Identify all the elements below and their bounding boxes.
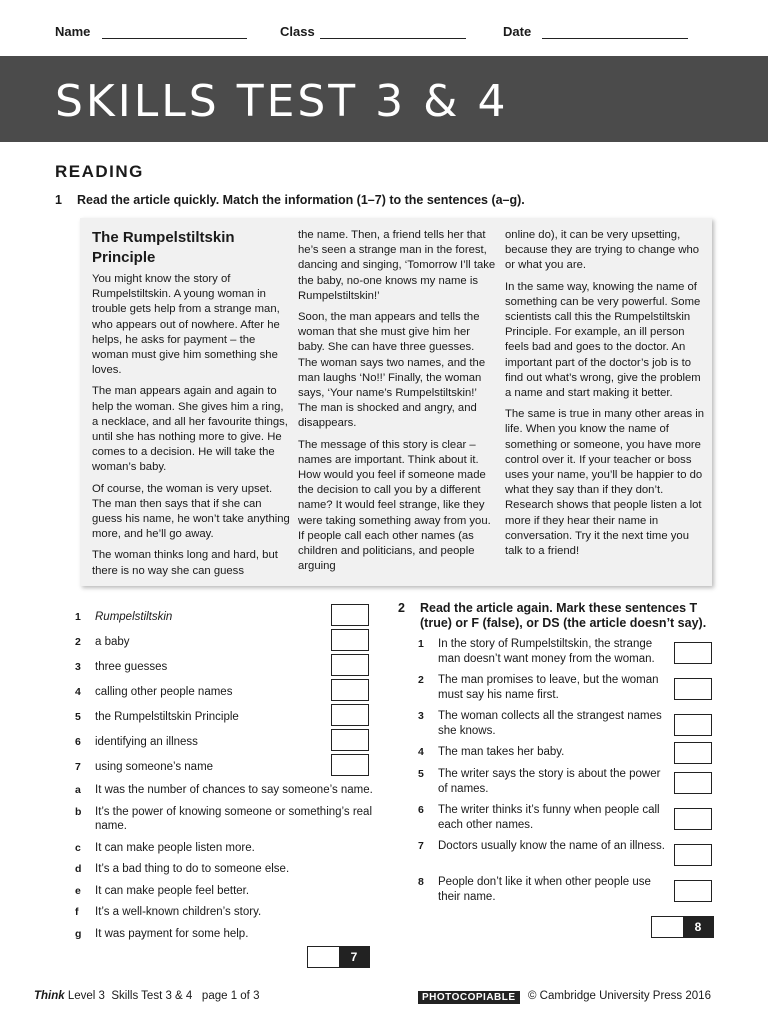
answer-box[interactable] — [674, 844, 712, 866]
copyright: © Cambridge University Press 2016 — [528, 990, 711, 1002]
answer-box[interactable] — [331, 754, 369, 776]
page-title: SKILLS TEST 3 & 4 — [55, 76, 509, 127]
exercise-1-score-box[interactable] — [307, 946, 370, 968]
answer-box[interactable] — [331, 704, 369, 726]
date-field[interactable] — [542, 38, 688, 39]
article-paragraph: Soon, the man appears and tells the woman that she must give him her baby. She can have three guesses. The woman says two names, and the man laughs ‘No!!’ Finally, the woman says, ‘Your name’s Rumpelstiltskin!’ The man is shocked and angry, and disappears. — [298, 311, 486, 430]
answer-box[interactable] — [674, 742, 712, 764]
question-1-instruction: Read the article quickly. Match the information (1–7) to the sentences (a–g). — [77, 193, 525, 207]
exercise-2-score-box[interactable] — [651, 916, 714, 938]
answer-box[interactable] — [331, 629, 369, 651]
answer-box[interactable] — [331, 654, 369, 676]
question-2-instruction: Read the article again. Mark these sentences T (true) or F (false), or DS (the article doesn’t say). — [420, 601, 707, 630]
article-paragraph: online do), it can be very upsetting, because they are trying to change who or what you are. — [505, 229, 700, 272]
article-paragraph: Of course, the woman is very upset. The man then says that if she can guess his name, he won’t take anything more, and he’ll go away. — [92, 482, 290, 541]
name-field[interactable] — [102, 38, 247, 39]
article-column-2 — [298, 228, 496, 580]
article-paragraph: In the same way, knowing the name of something can be very powerful. Some scientists call this the Rumpelstiltskin Principle. For example, an ill person feels bad and goes to the doctor. An important part of the doctor’s job is to find out what’s wrong, give the problem a name and start making it better. — [505, 280, 701, 400]
article-box — [80, 218, 712, 586]
article-paragraph: The woman thinks long and hard, but there is no way she can guess — [92, 549, 278, 577]
date-label: Date — [503, 24, 532, 39]
footer-info — [34, 990, 259, 1002]
answer-box[interactable] — [331, 679, 369, 701]
question-1-number: 1 — [55, 193, 62, 207]
answer-box[interactable] — [331, 604, 369, 626]
answer-box[interactable] — [674, 772, 712, 794]
article-paragraph: The man appears again and again to help the woman. She gives him a ring, a necklace, and all her favourite things, until she has nothing more to give. He comes to a decision. He will take the woman’s baby. — [92, 385, 288, 474]
footer-page: page 1 of 3 — [201, 990, 260, 1002]
article-column-3 — [505, 228, 705, 565]
footer-level: Level 3 — [67, 990, 105, 1002]
answer-box[interactable] — [674, 678, 712, 700]
name-label: Name — [55, 24, 91, 39]
question-2-number: 2 — [398, 601, 405, 615]
footer-test: Skills Test 3 & 4 — [111, 990, 193, 1002]
article-paragraph: The message of this story is clear – names are important. Think about it. How would you feel if someone made the decision to call you by a different name? It would feel strange, like they were taking something away from you. If people call each other names (as children and politicians, and people arguing — [298, 438, 491, 573]
article-title: The Rumpelstiltskin Principle — [92, 229, 235, 266]
article-column-1 — [92, 228, 290, 585]
article-paragraph: You might know the story of Rumpelstiltskin. A young woman in trouble gets help from a strange man, who appears out of nowhere. After he helps, he asks for payment – the woman must give him something she loves. — [92, 273, 280, 377]
answer-box[interactable] — [674, 880, 712, 902]
exercise-2-total: 8 — [683, 917, 713, 937]
answer-box[interactable] — [674, 808, 712, 830]
answer-box[interactable] — [674, 642, 712, 664]
article-paragraph: The same is true in many other areas in life. When you know the name of something or someone, you have more control over it. If your teacher or boss uses your name, you’ll be happier to do what they say than if they don’t. Research shows that people listen a lot more if they hear their name in conversation. Try it the next time you talk to a friend! — [505, 408, 705, 558]
footer-book: Think — [34, 990, 65, 1002]
class-field[interactable] — [320, 38, 466, 39]
exercise-1-total: 7 — [339, 947, 369, 967]
section-title: READING — [55, 162, 144, 181]
answer-box[interactable] — [331, 729, 369, 751]
class-label: Class — [280, 24, 315, 39]
photocopiable-badge: PHOTOCOPIABLE — [418, 991, 520, 1004]
article-paragraph: the name. Then, a friend tells her that he’s seen a strange man in the forest, dancing and singing, ‘Tomorrow I’ll take the baby, no-one knows my name is Rumpelstiltskin!’ — [298, 229, 496, 302]
answer-box[interactable] — [674, 714, 712, 736]
